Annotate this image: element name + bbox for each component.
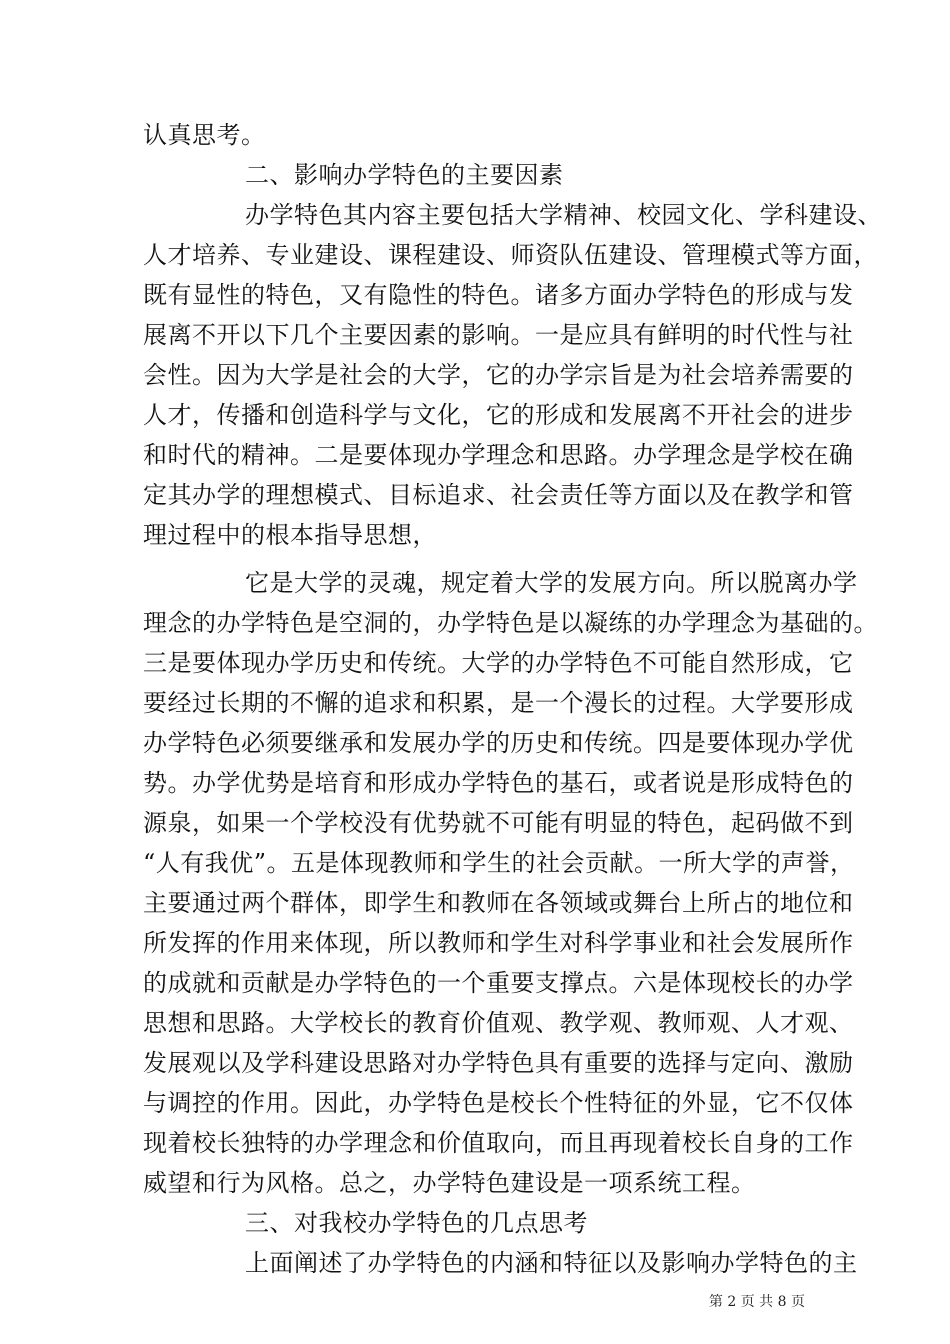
text-line: “人有我优”。五是体现教师和学生的社会贡献。一所大学的声誉， [143,849,855,877]
text-line: 三是要体现办学历史和传统。大学的办学特色不可能自然形成，它 [143,649,854,677]
text-line: 所发挥的作用来体现，所以教师和学生对科学事业和社会发展所作 [143,929,854,957]
text-line: 人才培养、专业建设、课程建设、师资队伍建设、管理模式等方面， [143,241,878,269]
text-line: 理过程中的根本指导思想， [143,521,437,549]
text-line: 威望和行为风格。总之，办学特色建设是一项系统工程。 [143,1169,756,1197]
text-line: 与调控的作用。因此，办学特色是校长个性特征的外显，它不仅体 [143,1089,854,1117]
text-line: 发展观以及学科建设思路对办学特色具有重要的选择与定向、激励 [143,1049,854,1077]
text-line: 现着校长独特的办学理念和价值取向，而且再现着校长自身的工作 [143,1129,854,1157]
text-line: 既有显性的特色，又有隐性的特色。诸多方面办学特色的形成与发 [143,281,854,309]
text-line: 的成就和贡献是办学特色的一个重要支撑点。六是体现校长的办学 [143,969,854,997]
text-line: 定其办学的理想模式、目标追求、社会责任等方面以及在教学和管 [143,481,854,509]
text-line: 思想和思路。大学校长的教育价值观、教学观、教师观、人才观、 [143,1009,854,1037]
text-line: 源泉，如果一个学校没有优势就不可能有明显的特色，起码做不到 [143,809,854,837]
text-line: 会性。因为大学是社会的大学，它的办学宗旨是为社会培养需要的 [143,361,854,389]
text-line: 和时代的精神。二是要体现办学理念和思路。办学理念是学校在确 [143,441,854,469]
text-line: 上面阐述了办学特色的内涵和特征以及影响办学特色的主 [245,1249,858,1277]
text-line: 它是大学的灵魂，规定着大学的发展方向。所以脱离办学 [245,569,858,597]
section-heading: 二、影响办学特色的主要因素 [245,161,564,189]
text-line: 理念的办学特色是空洞的，办学特色是以凝练的办学理念为基础的。 [143,609,878,637]
text-line: 认真思考。 [143,121,266,149]
text-line: 人才，传播和创造科学与文化，它的形成和发展离不开社会的进步 [143,401,854,429]
text-line: 办学特色必须要继承和发展办学的历史和传统。四是要体现办学优 [143,729,854,757]
text-line: 展离不开以下几个主要因素的影响。一是应具有鲜明的时代性与社 [143,321,854,349]
text-line: 势。办学优势是培育和形成办学特色的基石，或者说是形成特色的 [143,769,854,797]
section-heading: 三、对我校办学特色的几点思考 [245,1209,588,1237]
text-line: 办学特色其内容主要包括大学精神、校园文化、学科建设、 [245,201,882,229]
text-line: 主要通过两个群体，即学生和教师在各领域或舞台上所占的地位和 [143,889,854,917]
page-number: 第 2 页 共 8 页 [708,1294,805,1310]
text-line: 要经过长期的不懈的追求和积累，是一个漫长的过程。大学要形成 [143,689,854,717]
